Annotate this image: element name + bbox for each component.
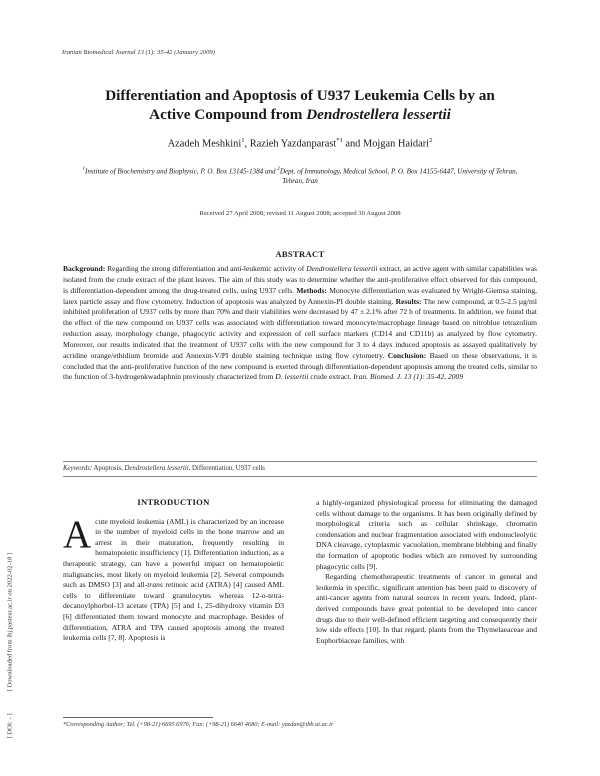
methods-text: Monocyte differentiation was evaluated by Wright-Giemsa staining, latex particle assay and flow cytometry. Induction of apoptosis was analyzed by Annexin-PI double staining. [63,285,537,306]
paper-title [60,86,540,124]
author-1: Azadeh Meshkini [167,138,242,150]
doi-label: [ DOI: - ] [6,713,14,739]
species-name: D. lessertii [275,372,309,382]
introduction-heading: INTRODUCTION [137,497,210,507]
column-left [63,497,284,644]
results-text: The new compound, at 0.5-2.5 µg/ml inhibited proliferation of U937 cells by more than 70% and their viabilities were decreased by 47 ± 2.1% after 72 h of treatments. In addition, we found that the effect of the new compound on U937 cells was associated with differentiation toward monocyte/macrophage lineage based on nitroblue tetrazolium reduction assay, morphology change, phagocytic activity and expression of cell surface markers (CD14 and CD11b) as analyzed by flow cytometry. Moreover, our results indicated that the treatment of U937 cells with the new compound for 3 to 4 days induced apoptosis as assayed qualitatively by acridine orange/ethidium bromide and Annexin-V/PI double staining technique using flow cytometry. [63,296,537,360]
keywords-text: Apoptosis, [92,465,125,472]
title-species: Dendrostellera lessertii [306,106,451,123]
intro-paragraph: Regarding chemotherapeutic treatments of cancer in general and leukemia in specific, significant attention has been paid to discovery of anti-cancer agents from natural sources in recent years. Indeed, plant-derived compounds have great potential to be developed into cancer drugs due to their well-defined efficient targeting and consequently their low side effects [10]. In that regard, plants from the Thymelaeaceae and Euphorbiaceae families, with [316,572,537,645]
conclusion-label: Conclusion: [387,350,427,360]
intro-text: cute myeloid leukemia (AML) is characterized by an increase in the number of myeloid cells in the bone marrow and an arrest in their maturation, frequently resulting in hematopoietic insufficiency [1]. Differentiation induction, as a therapeutic strategy, can have a powerful impact on hematopoietic malignancies, most likely on myeloid leukemia [2]. Several compounds such as DMSO [3] and all- [63,516,284,590]
corresponding-author-footnote: *Corresponding Author; Tel. (+98-21) 6695 6976; Fax: (+98-21) 6640 4680; E-mail: yazdan@ibb.ut.ac.ir [63,721,334,728]
author-1-affil: 1 [241,137,245,144]
methods-label: Methods: [296,285,327,295]
keywords-label: Keywords: [63,465,93,472]
affil-1: Institute of Biochemistry and Biophysic, P. O. Box 13145-1384 and [85,167,278,176]
background-label: Background: [63,264,106,273]
species-name: Dendrostellera lessertii [306,264,378,273]
author-3: Mojgan Haidari [362,138,430,150]
background-text: Regarding the strong differentiation and anti-leukemic activity of [105,264,307,273]
author-sep: and [342,138,363,150]
intro-paragraph [63,512,284,644]
intro-paragraph: a highly-organized physiological process for eliminating the damaged cells without damage to the organisms. It has been originally defined by morphological criteria such as cellular shrinkage, chromatin condensation and nuclear fragmentation associated with endonucleolytic DNA cleavage, cytoplasmic vacuolation, membrane blebbing and finally the formation of apoptotic bodies which are removed by surrounding phagocytic cells [9]. [316,498,537,571]
divider [63,461,537,462]
italic-term: trans [147,580,163,590]
author-2-affil: *1 [336,137,343,144]
conclusion-text: Based on these observations, it is concluded that the anti-proliferative function of the new compound is exerted through differentiation-dependent apoptosis among the treated cells, similar to the function of 3-hydrogenkwadaphnin previously characterized from [63,350,537,382]
sidebar-text [7,439,14,739]
download-sidebar [0,0,20,776]
journal-citation: Iran. Biomed. J. 13 (1): 35-42, 2009 [353,372,464,382]
affiliations [75,165,525,186]
affil-2: Dept. of Immunology, Medical School, P. O. Box 14155-6447, University of Tehran, Tehran, Iran [279,167,518,186]
author-3-affil: 2 [429,137,433,144]
species-name: Dendrostellera lessertii [124,465,189,472]
title-line-2-prefix: Active Compound from [149,106,307,123]
drop-cap: A [63,512,92,556]
title-line-1: Differentiation and Apoptosis of U937 Leukemia Cells by an [105,87,495,104]
column-right [316,498,537,646]
keywords [63,465,537,472]
results-label: Results: [395,296,422,306]
abstract-heading: ABSTRACT [275,249,325,259]
keywords-text: , Differentiation, U937 cells [188,465,265,472]
intro-text: retinoic acid (ATRA) [4] caused AML cells to differentiate toward granulocytes whereas 12-o-tetra-decanoylphorbol-13 acetate (TPA) [5] and 1, 25-dihydroxy vitamin D3 [6] differentiated them toward monocyte and macrophage. Besides of differentiation, ATRA and TPA caused apoptosis among the treated leukemia cells [7, 8]. Apoptosis is [63,580,284,643]
affil-marker: 2 [277,167,280,172]
background-text: extract, an active agent with similar capabilities was isolated from the crude extract of the plant leaves. The aim of this study was to determine whether the anti-proliferative effect observed for this compound, is differentiation-dependent among the drug-treated cells, using U937 cells. [63,264,537,295]
conclusion-text: crude extract. [308,372,354,382]
author-2: Razieh Yazdanparast [249,138,337,150]
author-list [60,137,540,149]
download-stamp: [ Downloaded from ibj.pasteur.ac.ir on 2022-02-18 ] [6,552,14,692]
author-sep: , [244,138,250,150]
affil-marker: 1 [82,167,85,172]
footnote-divider [63,717,213,718]
divider [63,476,537,477]
abstract-body [63,264,537,383]
journal-reference: Iranian Biomedical Journal 13 (1): 35-42 (January 2009) [62,49,215,56]
received-dates: Received 27 April 2008; revised 11 August 2008; accepted 30 August 2008 [199,210,401,217]
